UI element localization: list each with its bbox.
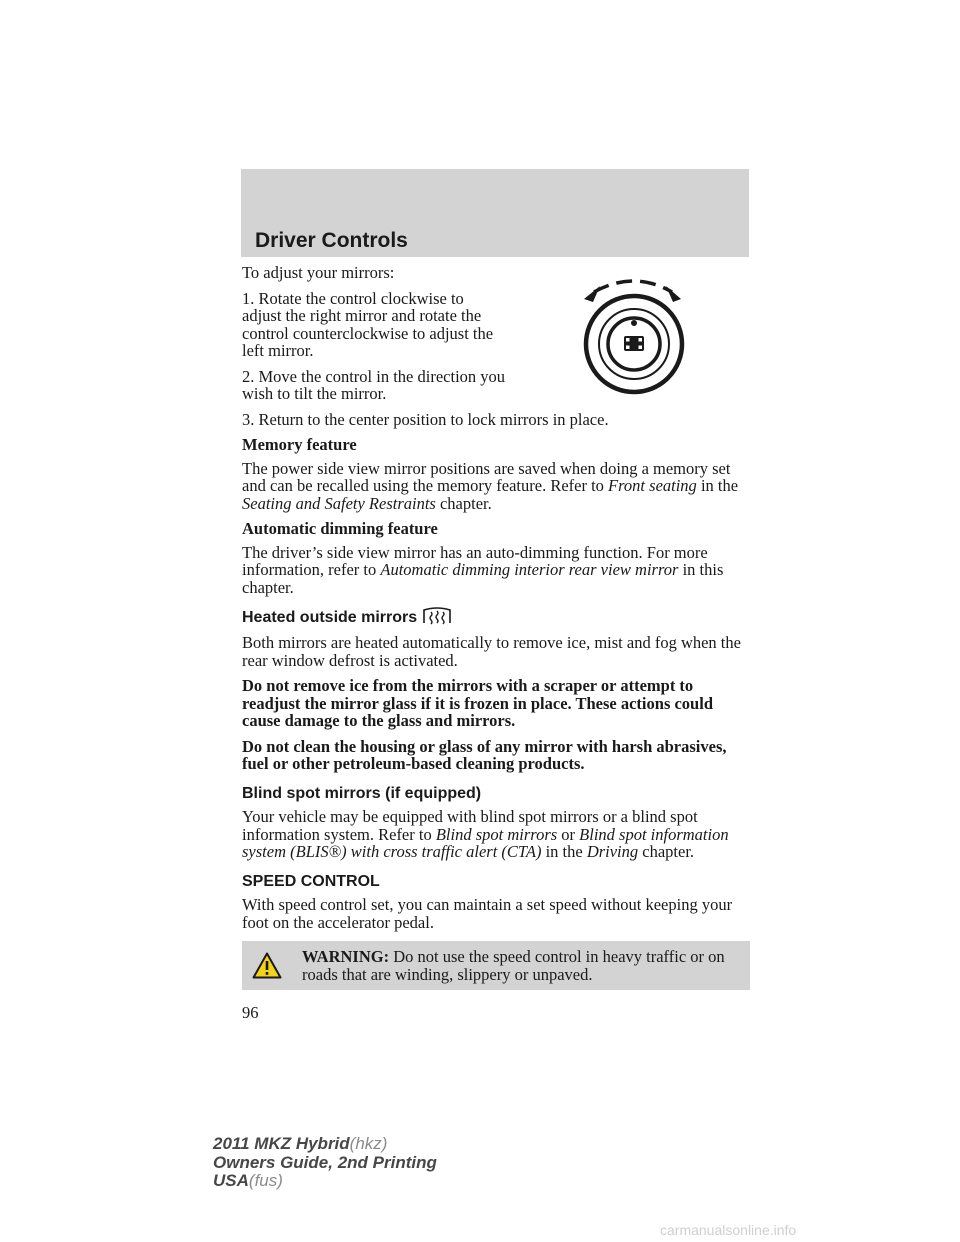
blind-spot-text-2: or [557, 824, 580, 844]
memory-text-3: chapter. [435, 493, 492, 513]
footer-market: USA [213, 1171, 249, 1190]
dimming-ref: Automatic dimming interior rear view mirror [380, 560, 679, 579]
blind-spot-paragraph [242, 808, 750, 861]
step-2: 2. Move the control in the direction you wish to tilt the mirror. [242, 366, 506, 403]
mirror-adjust-block [242, 264, 750, 403]
footer-model-code: (hkz) [349, 1134, 388, 1153]
dimming-heading: Automatic dimming feature [242, 519, 438, 538]
blind-spot-text-3: in the [541, 842, 587, 861]
rear-defrost-icon [421, 606, 453, 626]
mirror-adjust-steps [242, 264, 507, 403]
blind-spot-text-4: chapter. [638, 842, 695, 861]
section-title: Driver Controls [255, 229, 408, 252]
step-3: 3. Return to the center position to lock mirrors in place. [242, 409, 609, 429]
warning-triangle-icon [252, 952, 282, 979]
mirror-control-knob-illustration [580, 264, 688, 400]
memory-paragraph [242, 460, 750, 513]
dimming-paragraph [242, 544, 750, 597]
blind-spot-ref-driving: Driving [586, 842, 639, 861]
intro-lead: To adjust your mirrors: [242, 263, 395, 282]
footer-guide: Owners Guide, 2nd Printing [213, 1152, 437, 1172]
memory-text-2: in the [696, 476, 739, 495]
heated-mirrors-paragraph: Both mirrors are heated automatically to remove ice, mist and fog when the rear window defrost is activated. [242, 633, 741, 670]
memory-ref-seating-safety: Seating and Safety Restraints [242, 493, 436, 513]
footer-model: 2011 MKZ Hybrid [213, 1134, 350, 1153]
blind-spot-ref-blis: Blind spot information system (BLIS®) with cross traffic alert (CTA) [242, 824, 729, 861]
blind-spot-ref-mirrors: Blind spot mirrors [435, 824, 558, 844]
memory-ref-front-seating: Front seating [608, 476, 697, 495]
footer-line-3 [213, 1172, 437, 1191]
speed-control-warning-box [242, 941, 750, 990]
warning-body: Do not use the speed control in heavy traffic or on roads that are winding, slippery or unpaved. [302, 947, 725, 984]
speed-control-heading: SPEED CONTROL [242, 872, 380, 890]
memory-text-1: The power side view mirror positions are saved when doing a memory set and can be recalled using the memory feature. Refer to [242, 458, 731, 495]
memory-heading: Memory feature [242, 435, 357, 454]
heated-caution-2: Do not clean the housing or glass of any mirror with harsh abrasives, fuel or other petroleum-based cleaning products. [242, 736, 727, 773]
footer-market-code: (fus) [248, 1171, 283, 1190]
page-content [242, 264, 750, 1022]
document-footer [213, 1135, 437, 1191]
speed-control-warning-text [302, 948, 738, 983]
footer-line-1 [213, 1135, 437, 1154]
dimming-text-2: in this chapter. [242, 560, 724, 597]
dimming-text-1: The driver’s side view mirror has an auto-dimming function. For more information, refer to [242, 542, 708, 579]
footer-line-2 [213, 1154, 437, 1173]
heated-mirrors-heading-text: Heated outside mirrors [242, 609, 418, 627]
watermark: carmanualsonline.info [660, 1222, 797, 1238]
heated-mirrors-heading [242, 608, 750, 628]
heated-caution-1: Do not remove ice from the mirrors with a scraper or attempt to readjust the mirror glass if it is frozen in place. These actions could cause damage to the glass and mirrors. [242, 676, 713, 730]
warning-label: WARNING: [302, 947, 390, 966]
page-number: 96 [242, 1003, 259, 1022]
speed-control-paragraph: With speed control set, you can maintain a set speed without keeping your foot on the accelerator pedal. [242, 895, 733, 932]
blind-spot-text-1: Your vehicle may be equipped with blind spot mirrors or a blind spot information system. Refer to [242, 807, 698, 844]
blind-spot-heading: Blind spot mirrors (if equipped) [242, 784, 482, 802]
step-1: 1. Rotate the control clockwise to adjust the right mirror and rotate the control counterclockwise to adjust the left mirror. [242, 288, 494, 360]
